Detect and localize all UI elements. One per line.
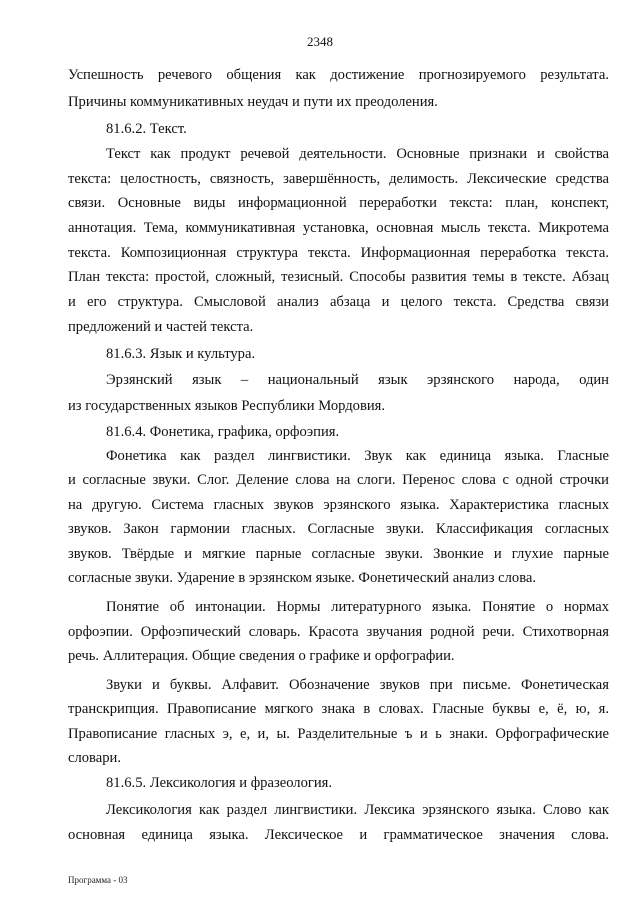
text-line: аннотация. Тема, коммуникативная установка, основная мысль текста. Микротема (68, 220, 609, 236)
text-line: Текст как продукт речевой деятельности. Основные признаки и свойства (106, 146, 609, 162)
text-line: орфоэпии. Орфоэпический словарь. Красота звучания родной речи. Стихотворная (68, 624, 609, 640)
text-line: Эрзянский язык – национальный язык эрзянского народа, один (106, 372, 609, 388)
text-line: Звуки и буквы. Алфавит. Обозначение звуков при письме. Фонетическая (106, 677, 609, 693)
text-line: транскрипция. Правописание мягкого знака в словах. Гласные буквы е, ё, ю, я. (68, 701, 609, 717)
text-line: предложений и частей текста. (68, 319, 254, 335)
text-line: звуков. Закон гармонии гласных. Согласные звуки. Классификация согласных (68, 521, 609, 537)
section-heading: 81.6.5. Лексикология и фразеология. (106, 775, 333, 791)
text-line: Фонетика как раздел лингвистики. Звук как единица языка. Гласные (106, 448, 609, 464)
footer-label: Программа - 03 (68, 875, 128, 885)
text-line: Лексикология как раздел лингвистики. Лексика эрзянского языка. Слово как (106, 802, 609, 818)
text-line: Правописание гласных э, е, и, ы. Разделительные ъ и ь знаки. Орфографические (68, 726, 609, 742)
text-line: на другую. Система гласных звуков эрзянского языка. Характеристика гласных (68, 497, 609, 513)
text-line: основная единица языка. Лексическое и грамматическое значения слова. (68, 827, 609, 843)
section-heading: 81.6.2. Текст. (106, 121, 187, 137)
section-heading: 81.6.4. Фонетика, графика, орфоэпия. (106, 424, 340, 440)
text-line: План текста: простой, сложный, тезисный. Способы развития темы в тексте. Абзац (68, 269, 609, 285)
text-line: связи. Основные виды информационной переработки текста: план, конспект, (68, 195, 609, 211)
text-line: Успешность речевого общения как достижение прогнозируемого результата. (68, 67, 609, 83)
text-line: звуков. Твёрдые и мягкие парные согласные звуки. Звонкие и глухие парные (68, 546, 609, 562)
text-line: речь. Аллитерация. Общие сведения о графике и орфографии. (68, 648, 455, 664)
text-line: текста: целостность, связность, завершённость, делимость. Лексические средства (68, 171, 609, 187)
page-number: 2348 (307, 34, 333, 49)
text-line: словари. (68, 750, 121, 766)
text-line: Понятие об интонации. Нормы литературного языка. Понятие о нормах (106, 599, 609, 615)
text-line: из государственных языков Республики Мордовия. (68, 398, 385, 414)
text-line: текста. Композиционная структура текста. Информационная переработка текста. (68, 245, 609, 261)
text-line: и согласные звуки. Слог. Деление слова на слоги. Перенос слова с одной строчки (68, 472, 609, 488)
text-line: согласные звуки. Ударение в эрзянском языке. Фонетический анализ слова. (68, 570, 537, 586)
text-line: и его структура. Смысловой анализ абзаца и целого текста. Средства связи (68, 294, 609, 310)
text-line: Причины коммуникативных неудач и пути их преодоления. (68, 94, 438, 110)
section-heading: 81.6.3. Язык и культура. (106, 346, 256, 362)
